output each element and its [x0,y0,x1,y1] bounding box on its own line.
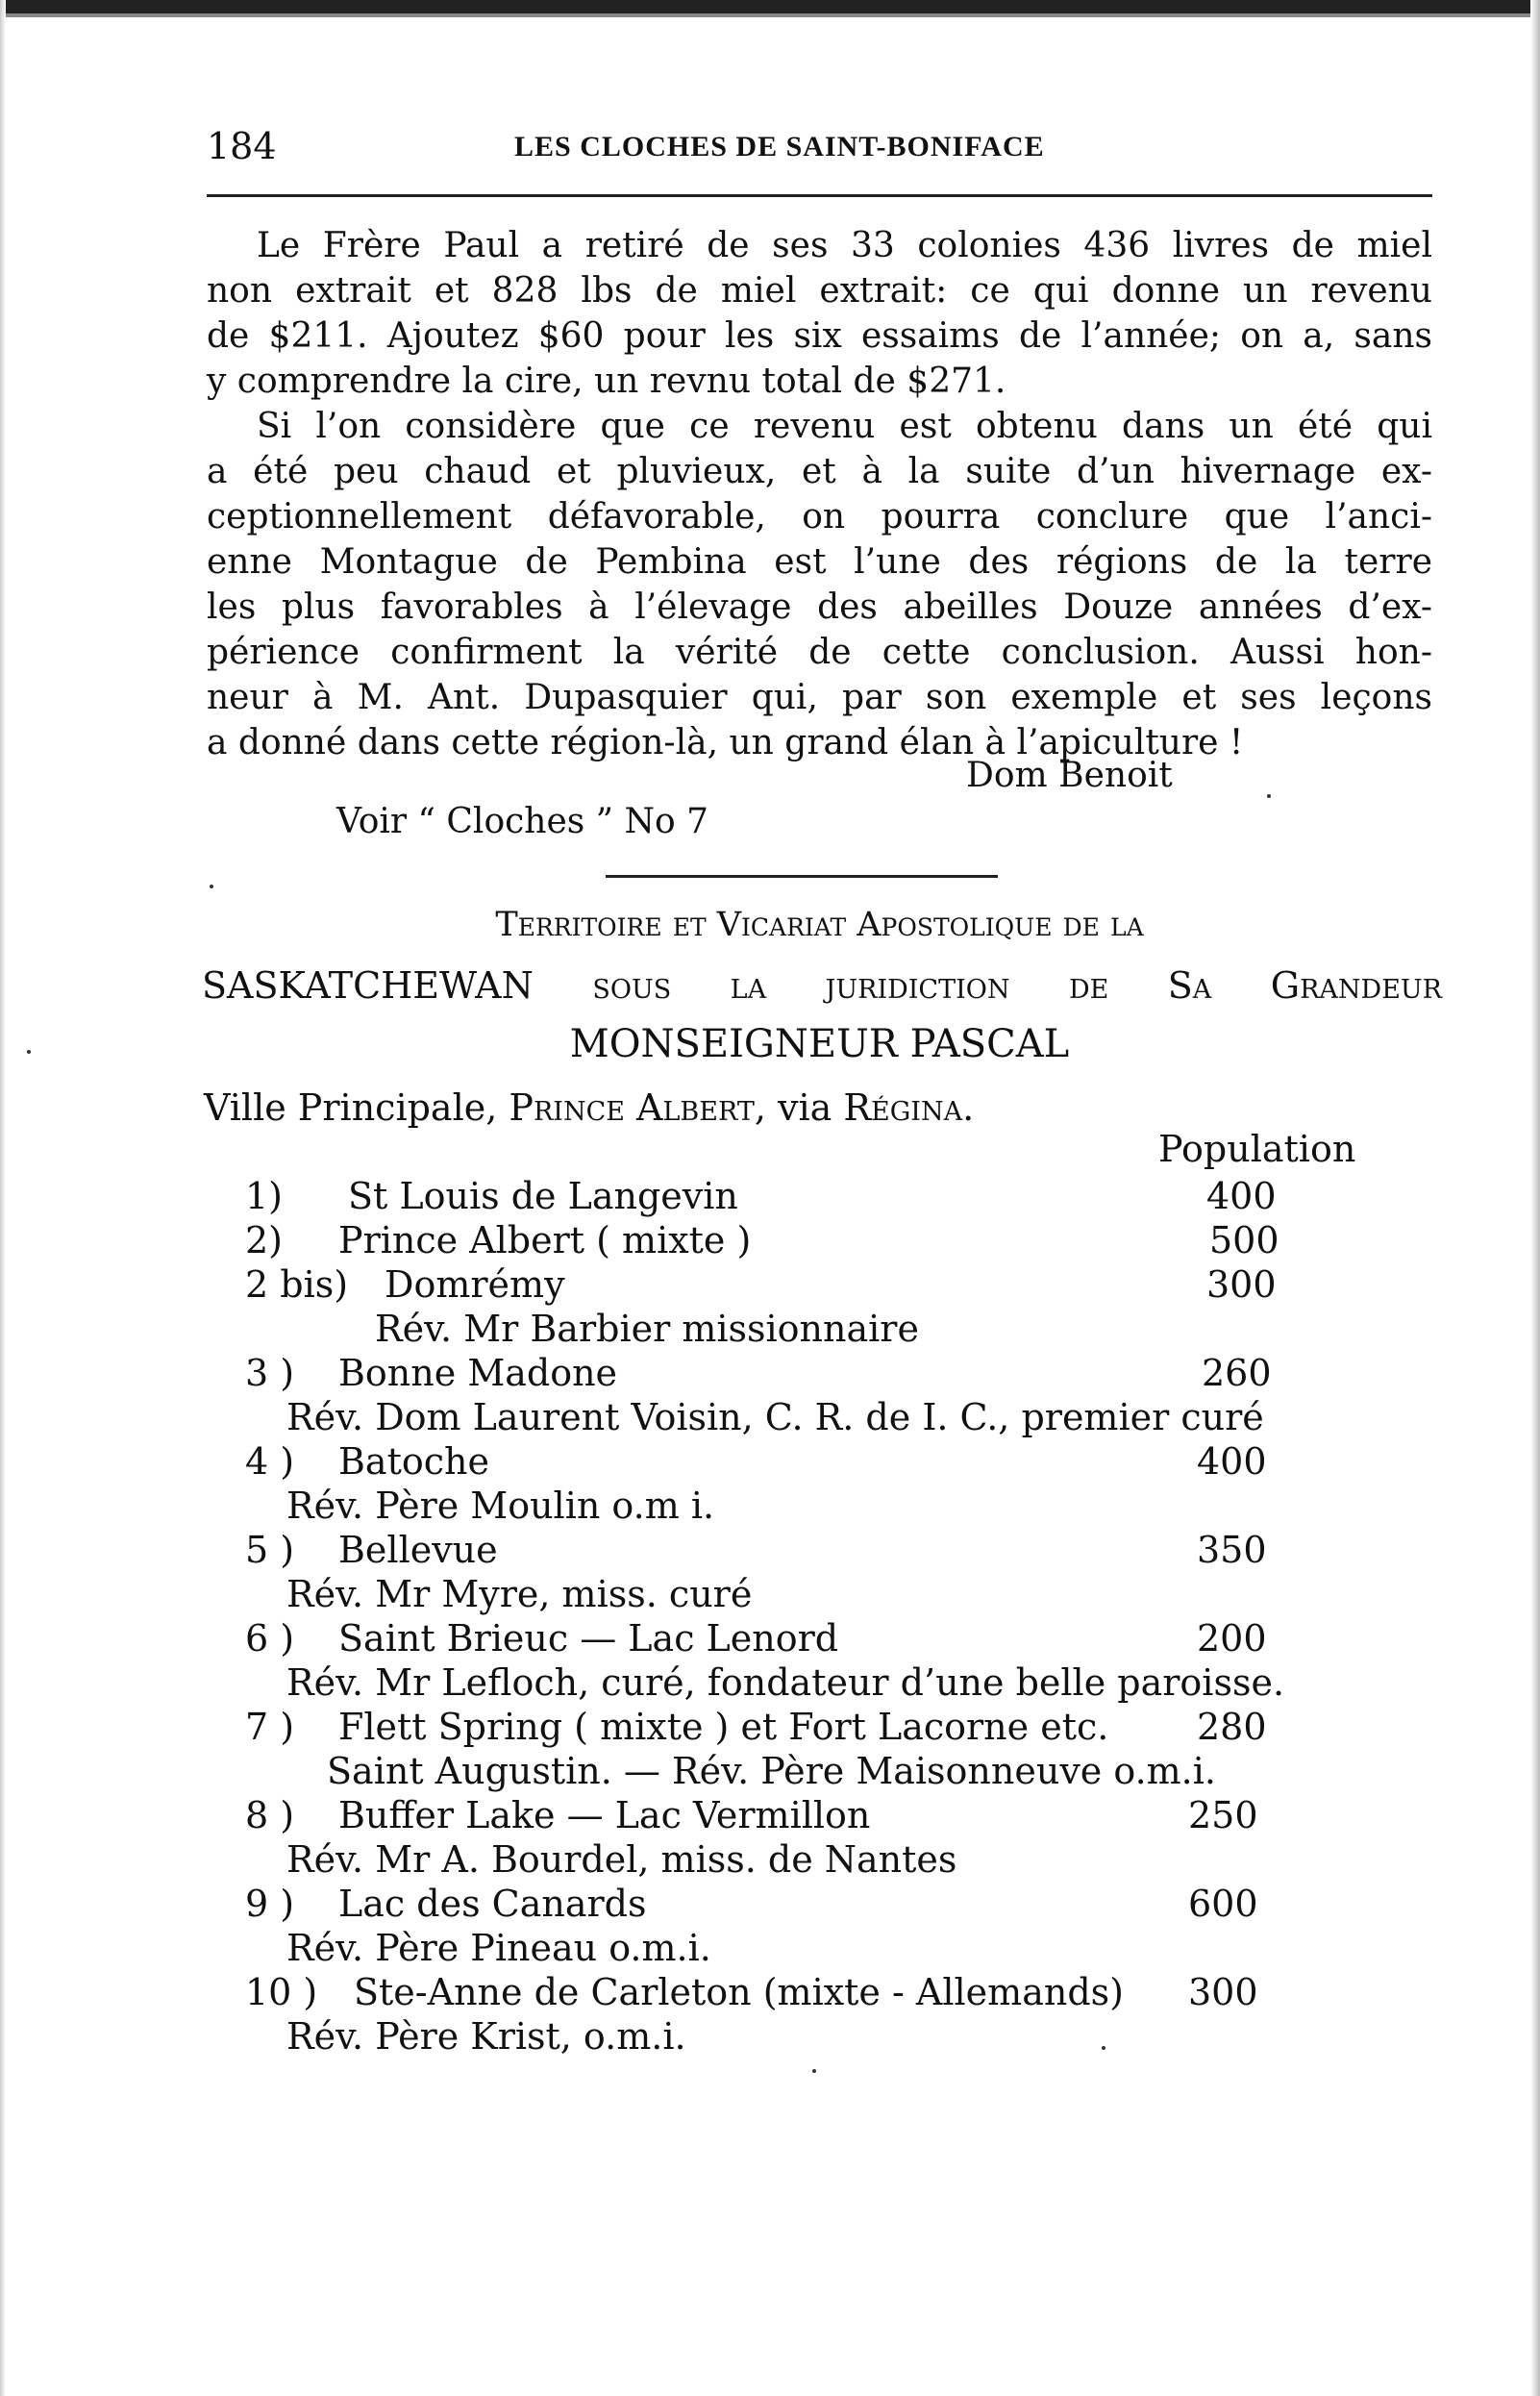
section-title-text: Territoire et Vicariat Apostolique de la [495,906,1144,944]
parish-name: Saint Brieuc — Lac Lenord [338,1617,839,1660]
clergy-line: Rév. Mr Barbier missionnaire [375,1308,919,1350]
text-line: enne Montague de Pembina est l’une des régions de la terre [207,542,1432,582]
text-line: neur à M. Ant. Dupasquier qui, par son exemple et ses leçons [207,678,1432,717]
clergy-line: Rév. Dom Laurent Voisin, C. R. de I. C., premier curé [286,1396,1264,1438]
parish-name: Flett Spring ( mixte ) et Fort Lacorne etc. [338,1706,1109,1748]
parish-name: Lac des Canards [338,1883,647,1925]
clergy-line: Rév. Père Moulin o.m i. [286,1485,715,1527]
section-title-line1 [207,906,1432,944]
text-line: Le Frère Paul a retiré de ses 33 colonies 436 livres de miel [257,226,1432,265]
ville-region: Régina. [843,1086,975,1129]
running-title: LES CLOCHES DE SAINT-BONIFACE [514,131,1045,162]
population-value: 500 [1209,1219,1279,1261]
population-value: 300 [1188,1971,1258,2013]
text-line: Si l’on considère que ce revenu est obtenu dans un été qui [257,407,1432,446]
page-header [207,125,1437,173]
parish-name: Prince Albert ( mixte ) [338,1219,752,1261]
population-value: 300 [1206,1263,1277,1306]
page-left-edge [0,0,6,2396]
scan-speck [1267,794,1271,798]
text-line: périence confirment la vérité de cette conclusion. Aussi hon- [207,633,1432,672]
section-title-line3 [207,1022,1432,1066]
population-header: Population [1158,1128,1356,1170]
parish-name: Bellevue [338,1529,498,1571]
entry-number: 2) [245,1219,284,1261]
principal-city [204,1086,974,1129]
section-divider [606,875,998,878]
cross-reference: Voir “ Cloches ” No 7 [336,802,709,841]
page-top-edge [0,0,1540,13]
parish-name: Batoche [338,1440,489,1483]
text-line: ceptionnellement défavorable, on pourra conclure que l’anci- [207,497,1432,537]
population-value: 200 [1197,1617,1267,1660]
entry-number: 8 ) [245,1794,295,1836]
page-right-edge [1530,0,1540,2396]
entry-number: 7 ) [245,1706,295,1748]
population-value: 280 [1197,1706,1267,1748]
signature: Dom Benoit [966,756,1173,795]
scan-speck [27,1050,31,1054]
entry-number: 4 ) [245,1440,295,1483]
page-number: 184 [207,125,277,167]
header-rule [207,194,1432,197]
jurisdiction-text: sous la juridiction de Sa Grandeur [592,964,1442,1007]
region-name: SASKATCHEWAN [202,964,534,1007]
text-line: a été peu chaud et pluvieux, et à la suite d’un hivernage ex- [207,452,1432,491]
clergy-line: Rév. Mr Myre, miss. curé [286,1573,753,1615]
clergy-line: Rév. Mr Lefloch, curé, fondateur d’une belle paroisse. [286,1661,1285,1704]
text-line: y comprendre la cire, un revnu total de $271. [207,362,1006,401]
population-value: 250 [1188,1794,1258,1836]
clergy-line: Rév. Mr A. Bourdel, miss. de Nantes [286,1838,957,1881]
parish-name: Ste-Anne de Carleton (mixte - Allemands) [354,1971,1124,2013]
parish-name: Bonne Madone [338,1352,618,1394]
paragraph-honey-revenue [207,223,1432,404]
population-value: 350 [1197,1529,1267,1571]
clergy-line: Saint Augustin. — Rév. Père Maisonneuve o.m.i. [327,1750,1216,1792]
parish-name: Buffer Lake — Lac Vermillon [338,1794,871,1836]
scan-speck [812,2069,816,2073]
entry-number: 6 ) [245,1617,295,1660]
text-line: de $211. Ajoutez $60 pour les six essaims de l’année; on a, sans [207,316,1432,356]
entry-number: 10 ) [245,1971,318,2013]
bishop-name: MONSEIGNEUR PASCAL [569,1022,1070,1066]
population-value: 600 [1188,1883,1258,1925]
entry-number: 1) [245,1175,284,1217]
population-value: 400 [1197,1440,1267,1483]
ville-label: Ville Principale, [204,1086,498,1129]
scan-speck [210,885,213,888]
paragraph-pembina-conclusion [207,404,1432,765]
entry-number: 9 ) [245,1883,295,1925]
scan-speck [1102,2046,1105,2050]
parish-name: Domrémy [385,1263,565,1306]
entry-number: 2 bis) [245,1263,349,1306]
text-line: non extrait et 828 lbs de miel extrait: ce qui donne un revenu [207,271,1432,311]
entry-number: 5 ) [245,1529,295,1571]
clergy-line: Rév. Père Krist, o.m.i. [286,2015,686,2058]
parish-name: St Louis de Langevin [348,1175,738,1217]
section-title-line2 [202,964,1442,1007]
page-top-edge-shadow [0,13,1540,17]
ville-via: via [778,1086,832,1129]
entry-number: 3 ) [245,1352,295,1394]
ville-name: Prince Albert, [509,1086,766,1129]
population-value: 400 [1206,1175,1277,1217]
population-value: 260 [1202,1352,1272,1394]
clergy-line: Rév. Père Pineau o.m.i. [286,1927,711,1969]
text-line: a donné dans cette région-là, un grand élan à l’apiculture ! [207,723,1244,762]
text-line: les plus favorables à l’élevage des abeilles Douze années d’ex- [207,587,1432,627]
